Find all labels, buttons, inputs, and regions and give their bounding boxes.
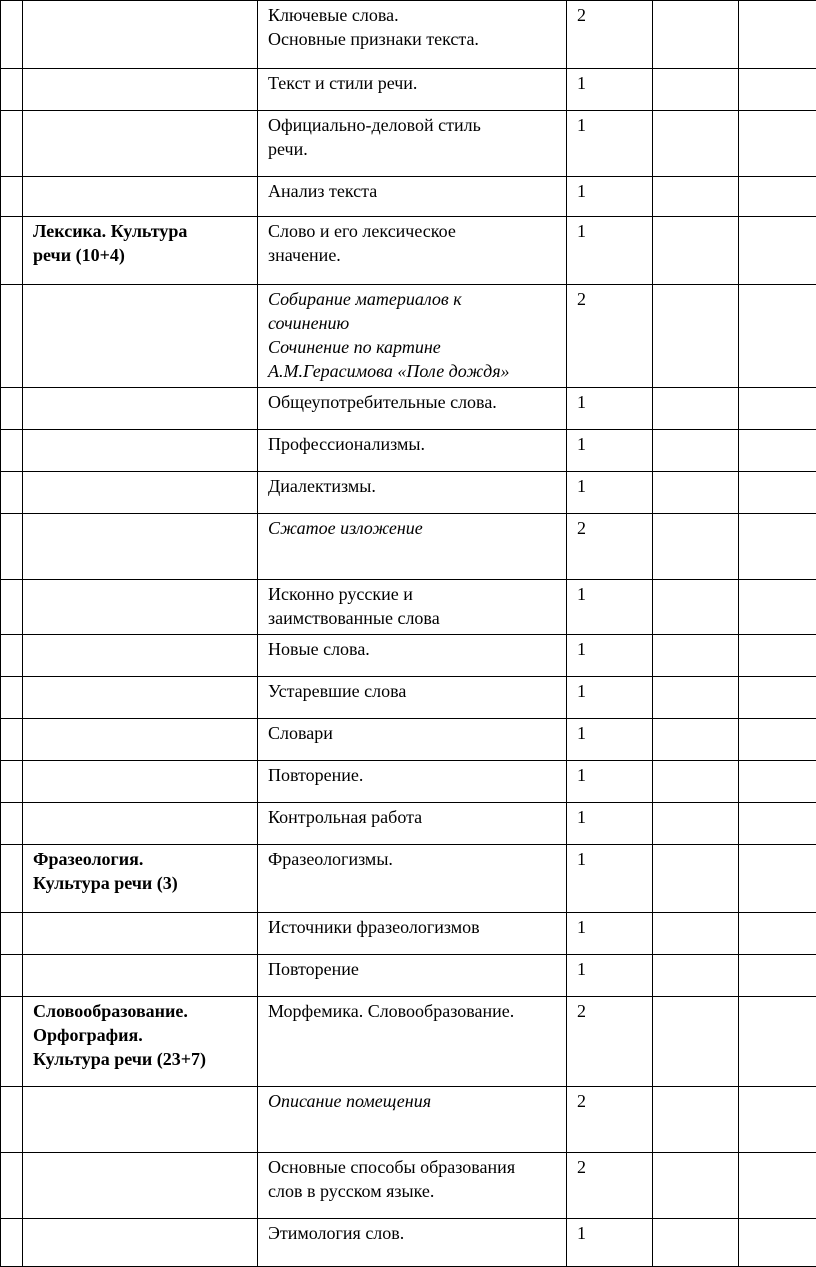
topic-cell	[258, 1219, 567, 1267]
topic-cell	[258, 1, 567, 69]
hours-cell: 2	[567, 1, 653, 69]
topic-cell	[258, 635, 567, 677]
date-fact-cell	[739, 1219, 816, 1267]
date-fact-cell	[739, 217, 816, 285]
number-cell	[1, 430, 23, 472]
hours-cell: 1	[567, 217, 653, 285]
number-cell	[1, 514, 23, 580]
topic-cell-line: Диалектизмы.	[268, 474, 556, 498]
section-cell-line: Орфография.	[33, 1023, 247, 1047]
hours-cell: 1	[567, 913, 653, 955]
hours-cell: 1	[567, 635, 653, 677]
number-cell	[1, 803, 23, 845]
number-cell	[1, 955, 23, 997]
date-plan-cell	[653, 635, 739, 677]
table-row	[1, 1219, 816, 1267]
date-fact-cell	[739, 913, 816, 955]
section-cell-line: Культура речи (23+7)	[33, 1047, 247, 1071]
number-cell	[1, 997, 23, 1087]
table-row	[1, 997, 816, 1087]
date-plan-cell	[653, 1, 739, 69]
section-cell-line: Фразеология.	[33, 847, 247, 871]
date-plan-cell	[653, 285, 739, 388]
date-plan-cell	[653, 514, 739, 580]
topic-cell-line: Словари	[268, 721, 556, 745]
topic-cell	[258, 111, 567, 177]
date-plan-cell	[653, 845, 739, 913]
topic-cell-line: Текст и стили речи.	[268, 71, 556, 95]
number-cell	[1, 285, 23, 388]
date-fact-cell	[739, 955, 816, 997]
table-row	[1, 761, 816, 803]
date-fact-cell	[739, 514, 816, 580]
date-plan-cell	[653, 430, 739, 472]
table-row	[1, 1087, 816, 1153]
topic-cell	[258, 955, 567, 997]
section-cell	[23, 1, 258, 69]
topic-cell	[258, 69, 567, 111]
topic-cell-line: Контрольная работа	[268, 805, 556, 829]
date-plan-cell	[653, 69, 739, 111]
topic-cell-line: Этимология слов.	[268, 1221, 556, 1245]
topic-cell-line: А.М.Герасимова «Поле дождя»	[268, 359, 556, 383]
table-row	[1, 803, 816, 845]
table-row	[1, 1, 816, 69]
date-plan-cell	[653, 1219, 739, 1267]
topic-cell-line: Общеупотребительные слова.	[268, 390, 556, 414]
number-cell	[1, 217, 23, 285]
date-plan-cell	[653, 761, 739, 803]
topic-cell	[258, 177, 567, 217]
date-fact-cell	[739, 635, 816, 677]
topic-cell	[258, 803, 567, 845]
topic-cell	[258, 845, 567, 913]
number-cell	[1, 719, 23, 761]
date-fact-cell	[739, 1087, 816, 1153]
date-plan-cell	[653, 719, 739, 761]
section-cell	[23, 1153, 258, 1219]
date-plan-cell	[653, 111, 739, 177]
hours-cell: 1	[567, 1219, 653, 1267]
section-cell	[23, 514, 258, 580]
topic-cell-line: Сочинение по картине	[268, 335, 556, 359]
topic-cell	[258, 580, 567, 635]
hours-cell: 2	[567, 1087, 653, 1153]
date-fact-cell	[739, 1153, 816, 1219]
section-cell	[23, 845, 258, 913]
number-cell	[1, 580, 23, 635]
topic-cell	[258, 761, 567, 803]
table-row	[1, 514, 816, 580]
topic-cell-line: Ключевые слова.	[268, 3, 556, 27]
date-fact-cell	[739, 177, 816, 217]
topic-cell-line: Анализ текста	[268, 179, 556, 203]
section-cell	[23, 997, 258, 1087]
hours-cell: 1	[567, 472, 653, 514]
date-fact-cell	[739, 285, 816, 388]
table-row	[1, 177, 816, 217]
date-fact-cell	[739, 1, 816, 69]
date-plan-cell	[653, 955, 739, 997]
hours-cell: 1	[567, 69, 653, 111]
section-cell-line: Словообразование.	[33, 999, 247, 1023]
table-row	[1, 580, 816, 635]
table-row	[1, 285, 816, 388]
section-cell-line: Культура речи (3)	[33, 871, 247, 895]
date-plan-cell	[653, 177, 739, 217]
number-cell	[1, 388, 23, 430]
date-plan-cell	[653, 472, 739, 514]
section-cell	[23, 955, 258, 997]
table-row	[1, 677, 816, 719]
number-cell	[1, 111, 23, 177]
table-row	[1, 217, 816, 285]
table-row	[1, 69, 816, 111]
date-fact-cell	[739, 677, 816, 719]
date-fact-cell	[739, 430, 816, 472]
section-cell	[23, 913, 258, 955]
date-fact-cell	[739, 803, 816, 845]
number-cell	[1, 1219, 23, 1267]
number-cell	[1, 1, 23, 69]
hours-cell: 1	[567, 955, 653, 997]
date-plan-cell	[653, 217, 739, 285]
topic-cell-line: слов в русском языке.	[268, 1179, 556, 1203]
section-cell	[23, 803, 258, 845]
hours-cell: 1	[567, 761, 653, 803]
topic-cell-line: значение.	[268, 243, 556, 267]
hours-cell: 1	[567, 388, 653, 430]
topic-cell	[258, 388, 567, 430]
date-fact-cell	[739, 69, 816, 111]
topic-cell	[258, 913, 567, 955]
topic-cell-line: Официально-деловой стиль	[268, 113, 556, 137]
date-fact-cell	[739, 111, 816, 177]
date-fact-cell	[739, 388, 816, 430]
hours-cell: 1	[567, 580, 653, 635]
section-cell	[23, 217, 258, 285]
topic-cell-line: Повторение.	[268, 763, 556, 787]
number-cell	[1, 1087, 23, 1153]
topic-cell	[258, 472, 567, 514]
topic-cell	[258, 997, 567, 1087]
section-cell	[23, 635, 258, 677]
date-plan-cell	[653, 388, 739, 430]
topic-cell-line: Фразеологизмы.	[268, 847, 556, 871]
section-cell	[23, 1087, 258, 1153]
section-cell	[23, 580, 258, 635]
table-row	[1, 111, 816, 177]
table-row	[1, 430, 816, 472]
date-fact-cell	[739, 997, 816, 1087]
hours-cell: 1	[567, 803, 653, 845]
hours-cell: 2	[567, 514, 653, 580]
date-fact-cell	[739, 580, 816, 635]
number-cell	[1, 69, 23, 111]
topic-cell	[258, 217, 567, 285]
topic-cell-line: Исконно русские и	[268, 582, 556, 606]
date-plan-cell	[653, 803, 739, 845]
table-row	[1, 913, 816, 955]
topic-cell-line: сочинению	[268, 311, 556, 335]
date-fact-cell	[739, 719, 816, 761]
topic-cell	[258, 430, 567, 472]
table-row	[1, 955, 816, 997]
date-fact-cell	[739, 845, 816, 913]
section-cell	[23, 677, 258, 719]
topic-cell-line: Устаревшие слова	[268, 679, 556, 703]
topic-cell	[258, 1087, 567, 1153]
topic-cell	[258, 514, 567, 580]
table-row	[1, 719, 816, 761]
section-cell	[23, 1219, 258, 1267]
topic-cell	[258, 719, 567, 761]
topic-cell-line: Профессионализмы.	[268, 432, 556, 456]
number-cell	[1, 472, 23, 514]
number-cell	[1, 177, 23, 217]
hours-cell: 1	[567, 111, 653, 177]
topic-cell-line: Морфемика. Словообразование.	[268, 999, 556, 1023]
topic-cell-line: заимствованные слова	[268, 606, 556, 630]
section-cell-line: Лексика. Культура	[33, 219, 247, 243]
number-cell	[1, 1153, 23, 1219]
topic-cell-line: Описание помещения	[268, 1089, 556, 1113]
section-cell	[23, 472, 258, 514]
topic-cell	[258, 285, 567, 388]
date-plan-cell	[653, 997, 739, 1087]
topic-cell-line: Слово и его лексическое	[268, 219, 556, 243]
section-cell-line: речи (10+4)	[33, 243, 247, 267]
hours-cell: 1	[567, 719, 653, 761]
number-cell	[1, 761, 23, 803]
section-cell	[23, 69, 258, 111]
hours-cell: 1	[567, 177, 653, 217]
topic-cell-line: Новые слова.	[268, 637, 556, 661]
topic-cell-line: речи.	[268, 137, 556, 161]
topic-cell	[258, 677, 567, 719]
date-fact-cell	[739, 761, 816, 803]
topic-cell-line: Источники фразеологизмов	[268, 915, 556, 939]
section-cell	[23, 111, 258, 177]
section-cell	[23, 430, 258, 472]
table-row	[1, 845, 816, 913]
hours-cell: 1	[567, 845, 653, 913]
hours-cell: 1	[567, 430, 653, 472]
hours-cell: 1	[567, 677, 653, 719]
section-cell	[23, 388, 258, 430]
date-plan-cell	[653, 1087, 739, 1153]
number-cell	[1, 677, 23, 719]
section-cell	[23, 761, 258, 803]
section-cell	[23, 719, 258, 761]
date-plan-cell	[653, 913, 739, 955]
date-plan-cell	[653, 677, 739, 719]
table-row	[1, 472, 816, 514]
number-cell	[1, 913, 23, 955]
topic-cell-line: Сжатое изложение	[268, 516, 556, 540]
date-fact-cell	[739, 472, 816, 514]
date-plan-cell	[653, 580, 739, 635]
table-row	[1, 635, 816, 677]
topic-cell	[258, 1153, 567, 1219]
topic-cell-line: Основные способы образования	[268, 1155, 556, 1179]
topic-cell-line: Собирание материалов к	[268, 287, 556, 311]
section-cell	[23, 285, 258, 388]
date-plan-cell	[653, 1153, 739, 1219]
number-cell	[1, 845, 23, 913]
topic-cell-line: Повторение	[268, 957, 556, 981]
hours-cell: 2	[567, 997, 653, 1087]
hours-cell: 2	[567, 285, 653, 388]
hours-cell: 2	[567, 1153, 653, 1219]
table-row	[1, 1153, 816, 1219]
table-row	[1, 388, 816, 430]
number-cell	[1, 635, 23, 677]
topic-cell-line: Основные признаки текста.	[268, 27, 556, 51]
section-cell	[23, 177, 258, 217]
